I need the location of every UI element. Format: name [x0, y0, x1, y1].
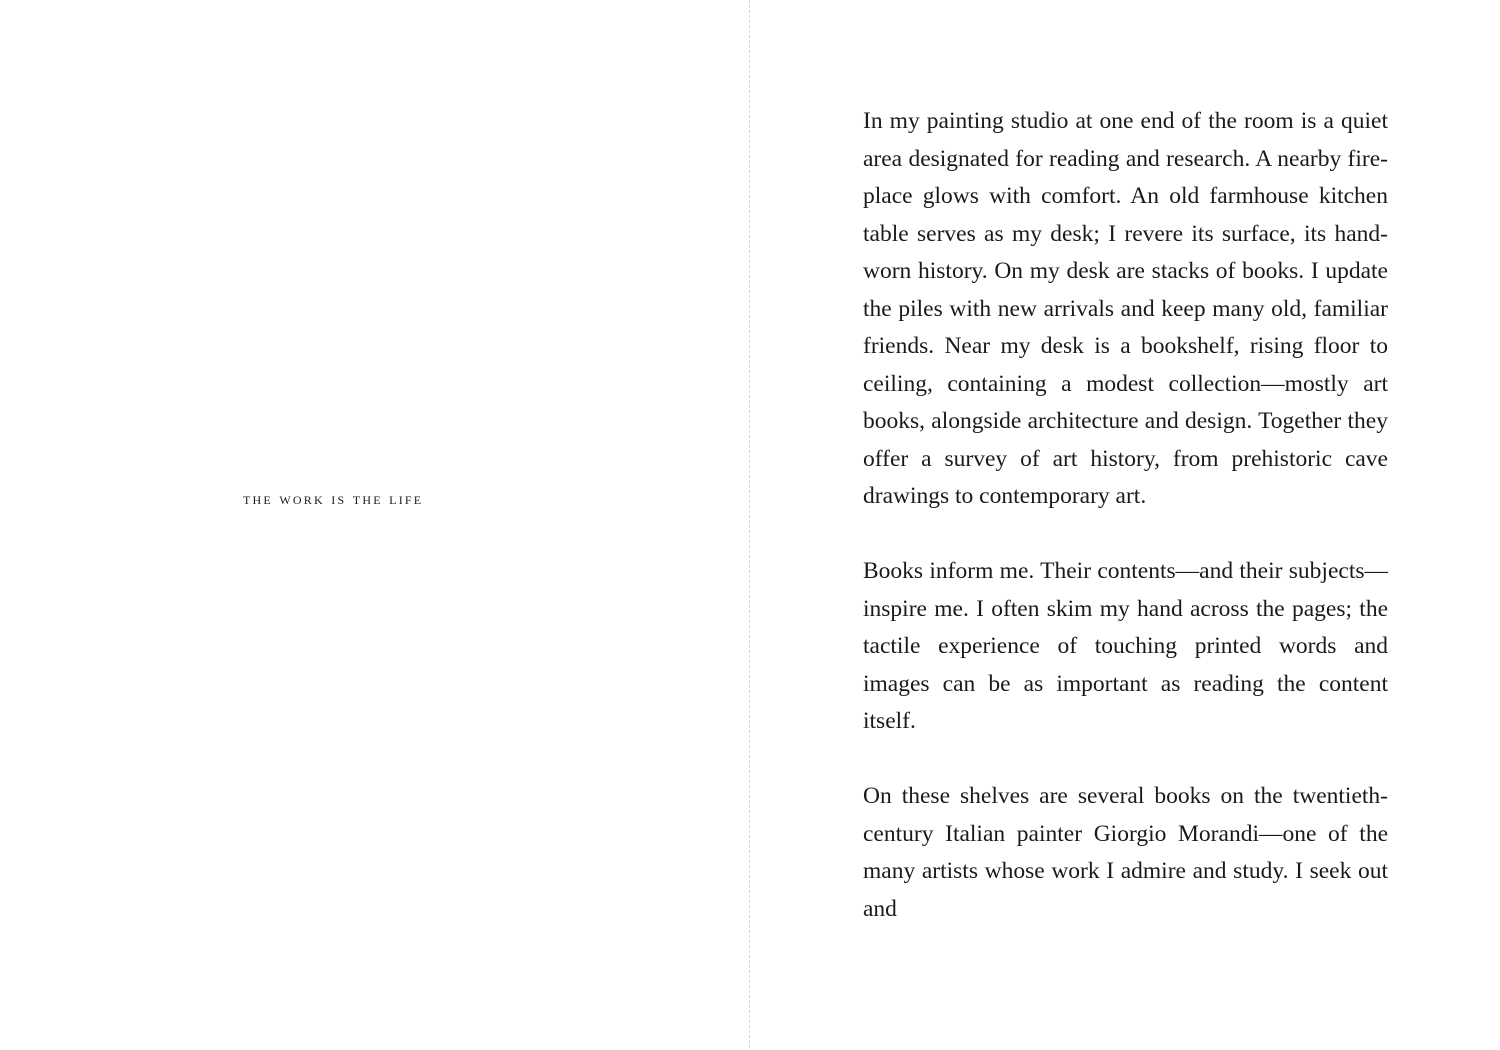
paragraph-2: Books inform me. Their contents—and their subjects—inspire me. I often skim my hand across the pages; the tactile experience of touching printed words and images can be as important as reading the content itself.	[863, 558, 1388, 734]
paragraph-1: In my painting studio at one end of the room is a quiet area designated for reading and research. A nearby fireplace glows with comfort. An old farmhouse kitchen table serves as my desk; I revere its surface, its handworn history. On my desk are stacks of books. I update the piles with new arrivals and keep many old, familiar friends. Near my desk is a bookshelf, rising floor to ceiling, containing a modest collection—mostly art books, alongside architecture and design. Together they offer a survey of art history, from prehistoric cave drawings to contemporary art.	[863, 108, 1388, 509]
running-head: the work is the life	[243, 489, 424, 508]
page-gutter	[749, 0, 750, 1050]
body-text	[863, 103, 1388, 928]
paragraph-3: On these shelves are several books on the twentieth-century Italian painter Giorgio Morandi—one of the many artists whose work I admire and study. I seek out and	[863, 783, 1388, 922]
right-page	[751, 0, 1500, 1050]
